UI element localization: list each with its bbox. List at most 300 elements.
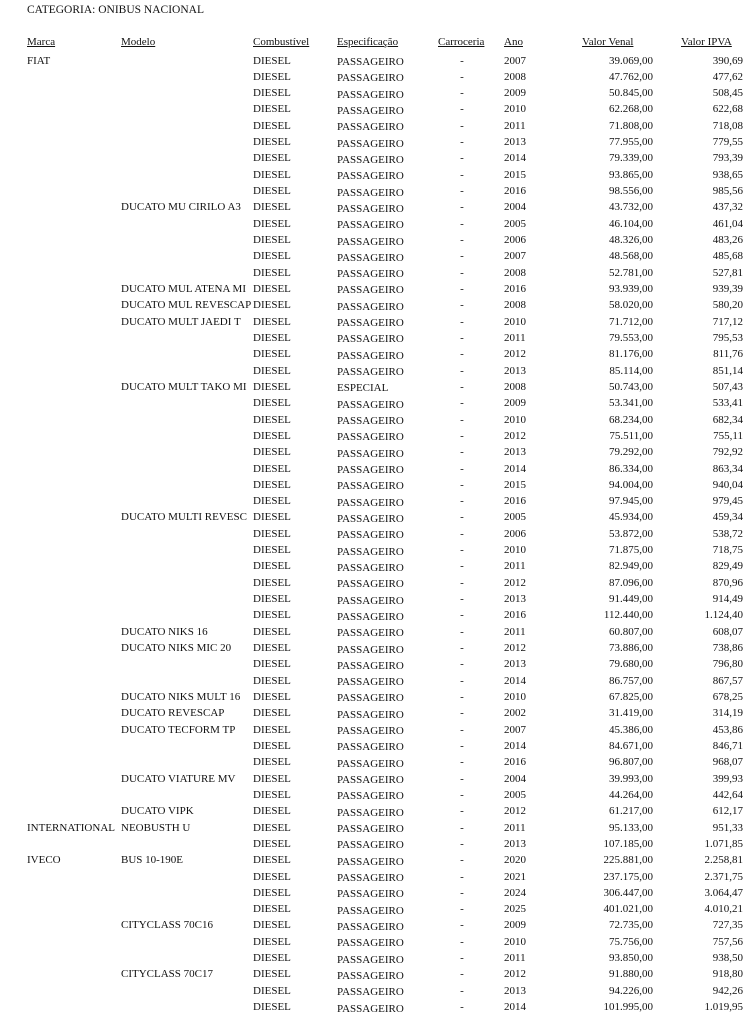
table-row	[0, 479, 755, 495]
table-row	[0, 724, 755, 740]
table-row	[0, 397, 755, 413]
cell-valor-ipva: 2.371,75	[704, 870, 743, 883]
cell-ano: 2014	[504, 1001, 526, 1014]
cell-combustivel: DIESEL	[253, 299, 291, 312]
cell-carroceria: -	[460, 54, 464, 67]
cell-especificacao: ESPECIAL	[337, 382, 389, 395]
cell-combustivel: DIESEL	[253, 837, 291, 850]
table-row	[0, 430, 755, 446]
cell-valor-ipva: 608,07	[712, 625, 743, 638]
cell-especificacao: PASSAGEIRO	[337, 512, 404, 525]
cell-carroceria: -	[460, 674, 464, 687]
cell-carroceria: -	[460, 1001, 464, 1014]
cell-valor-ipva: 829,49	[712, 560, 743, 573]
cell-valor-ipva: 622,68	[712, 103, 743, 116]
cell-valor-venal: 62.268,00	[609, 103, 653, 116]
cell-modelo: DUCATO NIKS MIC 20	[121, 642, 232, 655]
cell-carroceria: -	[460, 837, 464, 850]
cell-ano: 2008	[504, 70, 526, 83]
cell-valor-venal: 44.264,00	[609, 788, 653, 801]
cell-modelo: CITYCLASS 70C16	[121, 919, 213, 932]
cell-valor-venal: 93.939,00	[609, 282, 653, 295]
cell-ano: 2014	[504, 462, 526, 475]
cell-especificacao: PASSAGEIRO	[337, 888, 404, 901]
cell-valor-venal: 93.865,00	[609, 168, 653, 181]
cell-especificacao: PASSAGEIRO	[337, 872, 404, 884]
cell-ano: 2025	[504, 903, 526, 916]
cell-especificacao: PASSAGEIRO	[337, 806, 404, 819]
cell-valor-venal: 52.781,00	[609, 266, 653, 279]
cell-valor-venal: 48.568,00	[609, 250, 653, 263]
cell-valor-ipva: 4.010,21	[704, 903, 743, 916]
cell-especificacao: PASSAGEIRO	[337, 529, 404, 542]
cell-combustivel: DIESEL	[253, 968, 291, 981]
cell-especificacao: PASSAGEIRO	[337, 235, 404, 248]
cell-ano: 2011	[504, 331, 526, 344]
cell-combustivel: DIESEL	[253, 266, 291, 279]
table-row	[0, 626, 755, 642]
table-row	[0, 103, 755, 119]
cell-ano: 2006	[504, 527, 526, 540]
cell-valor-ipva: 485,68	[712, 250, 743, 263]
cell-carroceria: -	[460, 854, 464, 867]
table-row	[0, 642, 755, 658]
cell-combustivel: DIESEL	[253, 250, 291, 263]
cell-especificacao: PASSAGEIRO	[337, 561, 404, 574]
cell-combustivel: DIESEL	[253, 609, 291, 622]
cell-valor-venal: 112.440,00	[603, 609, 653, 622]
category-title: CATEGORIA: ONIBUS NACIONAL	[27, 4, 204, 16]
cell-ano: 2016	[504, 495, 526, 508]
cell-carroceria: -	[460, 495, 464, 508]
cell-valor-ipva: 870,96	[712, 576, 743, 589]
cell-valor-ipva: 507,43	[712, 380, 743, 393]
cell-valor-venal: 79.292,00	[609, 446, 653, 459]
cell-ano: 2011	[504, 560, 526, 573]
table-row	[0, 283, 755, 299]
table-row	[0, 952, 755, 968]
cell-carroceria: -	[460, 642, 464, 655]
cell-valor-venal: 71.712,00	[609, 315, 653, 328]
cell-valor-venal: 46.104,00	[609, 217, 653, 230]
cell-especificacao: PASSAGEIRO	[337, 153, 404, 166]
cell-ano: 2007	[504, 250, 526, 263]
cell-combustivel: DIESEL	[253, 854, 291, 867]
cell-especificacao: PASSAGEIRO	[337, 708, 404, 721]
cell-valor-ipva: 755,11	[713, 429, 743, 442]
header-combustivel: Combustível	[253, 36, 310, 48]
cell-ano: 2013	[504, 364, 526, 377]
table-row	[0, 136, 755, 152]
cell-especificacao: PASSAGEIRO	[337, 121, 404, 134]
cell-valor-venal: 39.993,00	[609, 772, 653, 785]
cell-valor-venal: 53.341,00	[609, 397, 653, 410]
cell-ano: 2008	[504, 266, 526, 279]
cell-combustivel: DIESEL	[253, 886, 291, 899]
cell-ano: 2009	[504, 87, 526, 100]
cell-combustivel: DIESEL	[253, 495, 291, 508]
cell-valor-ipva: 1.071,85	[704, 837, 743, 850]
cell-ano: 2005	[504, 788, 526, 801]
table-row	[0, 55, 755, 71]
cell-especificacao: PASSAGEIRO	[337, 676, 404, 689]
header-modelo: Modelo	[121, 36, 156, 48]
cell-ano: 2002	[504, 707, 526, 720]
cell-valor-ipva: 314,19	[712, 707, 743, 720]
cell-combustivel: DIESEL	[253, 446, 291, 459]
cell-especificacao: PASSAGEIRO	[337, 284, 404, 297]
cell-carroceria: -	[460, 119, 464, 132]
table-row	[0, 838, 755, 854]
cell-valor-venal: 101.995,00	[603, 1001, 653, 1014]
cell-combustivel: DIESEL	[253, 413, 291, 426]
cell-valor-venal: 47.762,00	[609, 70, 653, 83]
cell-combustivel: DIESEL	[253, 331, 291, 344]
cell-valor-venal: 71.875,00	[609, 544, 653, 557]
cell-modelo: NEOBUSTH U	[121, 821, 191, 834]
cell-carroceria: -	[460, 609, 464, 622]
table-row	[0, 936, 755, 952]
table-row	[0, 887, 755, 903]
cell-carroceria: -	[460, 756, 464, 769]
cell-modelo: DUCATO MU CIRILO A3	[121, 201, 241, 214]
table-row	[0, 332, 755, 348]
cell-combustivel: DIESEL	[253, 380, 291, 393]
cell-combustivel: DIESEL	[253, 772, 291, 785]
cell-especificacao: PASSAGEIRO	[337, 464, 404, 476]
cell-valor-ipva: 483,26	[712, 234, 743, 247]
table-row	[0, 528, 755, 544]
cell-carroceria: -	[460, 805, 464, 818]
cell-modelo: DUCATO MUL REVESCAP	[121, 299, 252, 312]
cell-ano: 2010	[504, 544, 526, 557]
cell-especificacao: PASSAGEIRO	[337, 186, 404, 199]
cell-valor-ipva: 459,34	[712, 511, 743, 524]
cell-valor-venal: 81.176,00	[609, 348, 653, 361]
cell-valor-venal: 73.886,00	[609, 642, 653, 655]
cell-valor-venal: 45.934,00	[609, 511, 653, 524]
cell-especificacao: PASSAGEIRO	[337, 349, 404, 362]
cell-combustivel: DIESEL	[253, 152, 291, 165]
cell-combustivel: DIESEL	[253, 870, 291, 883]
table-row	[0, 414, 755, 430]
cell-carroceria: -	[460, 870, 464, 883]
cell-ano: 2011	[504, 952, 526, 965]
cell-carroceria: -	[460, 87, 464, 100]
cell-carroceria: -	[460, 821, 464, 834]
cell-ano: 2008	[504, 380, 526, 393]
cell-valor-ipva: 2.258,81	[704, 854, 743, 867]
cell-valor-ipva: 940,04	[712, 478, 743, 491]
cell-combustivel: DIESEL	[253, 984, 291, 997]
cell-valor-ipva: 682,34	[712, 413, 743, 426]
cell-carroceria: -	[460, 413, 464, 426]
cell-especificacao: PASSAGEIRO	[337, 904, 404, 917]
cell-combustivel: DIESEL	[253, 136, 291, 149]
cell-ano: 2004	[504, 201, 526, 214]
cell-valor-ipva: 938,50	[712, 952, 743, 965]
cell-combustivel: DIESEL	[253, 690, 291, 703]
cell-valor-venal: 82.949,00	[609, 560, 653, 573]
cell-ano: 2013	[504, 593, 526, 606]
cell-ano: 2010	[504, 935, 526, 948]
cell-ano: 2010	[504, 103, 526, 116]
table-row	[0, 234, 755, 250]
cell-valor-ipva: 461,04	[712, 217, 743, 230]
table-row	[0, 985, 755, 1001]
cell-valor-ipva: 851,14	[712, 364, 743, 377]
cell-valor-venal: 75.511,00	[609, 429, 653, 442]
cell-ano: 2013	[504, 837, 526, 850]
cell-valor-ipva: 779,55	[712, 136, 743, 149]
table-row	[0, 609, 755, 625]
cell-valor-venal: 58.020,00	[609, 299, 653, 312]
table-row	[0, 593, 755, 609]
cell-valor-ipva: 795,53	[712, 331, 743, 344]
cell-valor-venal: 48.326,00	[609, 234, 653, 247]
cell-modelo: DUCATO VIPK	[121, 805, 194, 818]
cell-especificacao: PASSAGEIRO	[337, 88, 404, 101]
cell-especificacao: PASSAGEIRO	[337, 104, 404, 117]
cell-valor-venal: 71.808,00	[609, 119, 653, 132]
cell-valor-ipva: 508,45	[712, 87, 743, 100]
cell-carroceria: -	[460, 429, 464, 442]
cell-combustivel: DIESEL	[253, 168, 291, 181]
cell-valor-venal: 85.114,00	[609, 364, 653, 377]
cell-carroceria: -	[460, 723, 464, 736]
cell-valor-venal: 50.845,00	[609, 87, 653, 100]
cell-valor-ipva: 968,07	[712, 756, 743, 769]
cell-carroceria: -	[460, 331, 464, 344]
cell-ano: 2011	[504, 625, 526, 638]
table-row	[0, 919, 755, 935]
cell-valor-ipva: 793,39	[712, 152, 743, 165]
cell-valor-venal: 306.447,00	[603, 886, 653, 899]
cell-carroceria: -	[460, 739, 464, 752]
cell-combustivel: DIESEL	[253, 674, 291, 687]
cell-combustivel: DIESEL	[253, 282, 291, 295]
cell-carroceria: -	[460, 919, 464, 932]
cell-valor-ipva: 863,34	[712, 462, 743, 475]
cell-especificacao: PASSAGEIRO	[337, 578, 404, 591]
cell-valor-venal: 50.743,00	[609, 380, 653, 393]
cell-especificacao: PASSAGEIRO	[337, 415, 404, 428]
cell-especificacao: PASSAGEIRO	[337, 986, 404, 999]
cell-carroceria: -	[460, 70, 464, 83]
cell-combustivel: DIESEL	[253, 478, 291, 491]
cell-carroceria: -	[460, 234, 464, 247]
cell-combustivel: DIESEL	[253, 429, 291, 442]
table-row	[0, 71, 755, 87]
cell-ano: 2013	[504, 446, 526, 459]
cell-valor-ipva: 442,64	[712, 788, 743, 801]
cell-ano: 2008	[504, 299, 526, 312]
table-row	[0, 365, 755, 381]
cell-especificacao: PASSAGEIRO	[337, 953, 404, 966]
cell-valor-venal: 77.955,00	[609, 136, 653, 149]
cell-modelo: DUCATO TECFORM TP	[121, 723, 236, 736]
cell-carroceria: -	[460, 299, 464, 312]
cell-combustivel: DIESEL	[253, 952, 291, 965]
cell-carroceria: -	[460, 707, 464, 720]
table-row	[0, 267, 755, 283]
table-row	[0, 446, 755, 462]
cell-especificacao: PASSAGEIRO	[337, 594, 404, 607]
cell-carroceria: -	[460, 136, 464, 149]
table-row	[0, 740, 755, 756]
cell-carroceria: -	[460, 103, 464, 116]
cell-valor-ipva: 3.064,47	[704, 886, 743, 899]
cell-carroceria: -	[460, 185, 464, 198]
cell-ano: 2024	[504, 886, 526, 899]
cell-combustivel: DIESEL	[253, 544, 291, 557]
cell-modelo: DUCATO MUL ATENA MI	[121, 282, 246, 295]
cell-valor-ipva: 942,26	[712, 984, 743, 997]
header-especificacao: Especificação	[337, 36, 399, 48]
table-row	[0, 658, 755, 674]
cell-valor-venal: 75.756,00	[609, 935, 653, 948]
cell-valor-venal: 68.234,00	[609, 413, 653, 426]
cell-carroceria: -	[460, 201, 464, 214]
cell-ano: 2012	[504, 348, 526, 361]
table-row	[0, 675, 755, 691]
cell-carroceria: -	[460, 282, 464, 295]
cell-modelo: DUCATO MULTI REVESC	[121, 511, 247, 524]
cell-combustivel: DIESEL	[253, 903, 291, 916]
cell-combustivel: DIESEL	[253, 185, 291, 198]
cell-combustivel: DIESEL	[253, 919, 291, 932]
table-row	[0, 152, 755, 168]
cell-ano: 2013	[504, 984, 526, 997]
cell-valor-ipva: 938,65	[712, 168, 743, 181]
cell-especificacao: PASSAGEIRO	[337, 202, 404, 215]
cell-ano: 2012	[504, 805, 526, 818]
cell-valor-ipva: 399,93	[712, 772, 743, 785]
cell-especificacao: PASSAGEIRO	[337, 300, 404, 313]
cell-carroceria: -	[460, 625, 464, 638]
cell-combustivel: DIESEL	[253, 805, 291, 818]
cell-especificacao: PASSAGEIRO	[337, 659, 404, 672]
table-row	[0, 201, 755, 217]
table-row	[0, 822, 755, 838]
cell-especificacao: PASSAGEIRO	[337, 137, 404, 150]
cell-especificacao: PASSAGEIRO	[337, 790, 404, 803]
cell-valor-ipva: 477,62	[712, 70, 743, 83]
table-row	[0, 120, 755, 136]
cell-valor-venal: 79.680,00	[609, 658, 653, 671]
cell-valor-venal: 97.945,00	[609, 495, 653, 508]
cell-valor-ipva: 538,72	[712, 527, 743, 540]
cell-modelo: DUCATO MULT TAKO MI	[121, 380, 247, 393]
cell-ano: 2016	[504, 185, 526, 198]
cell-combustivel: DIESEL	[253, 348, 291, 361]
cell-valor-ipva: 718,08	[712, 119, 743, 132]
cell-valor-ipva: 1.124,40	[704, 609, 743, 622]
cell-ano: 2012	[504, 642, 526, 655]
cell-carroceria: -	[460, 690, 464, 703]
table-row	[0, 903, 755, 919]
cell-valor-venal: 225.881,00	[603, 854, 653, 867]
cell-valor-venal: 94.226,00	[609, 984, 653, 997]
cell-combustivel: DIESEL	[253, 201, 291, 214]
cell-especificacao: PASSAGEIRO	[337, 643, 404, 656]
cell-especificacao: PASSAGEIRO	[337, 268, 404, 281]
cell-valor-ipva: 533,41	[712, 397, 743, 410]
cell-modelo: DUCATO NIKS 16	[121, 625, 208, 638]
cell-valor-ipva: 718,75	[712, 544, 743, 557]
cell-combustivel: DIESEL	[253, 788, 291, 801]
cell-valor-venal: 107.185,00	[603, 837, 653, 850]
cell-valor-venal: 237.175,00	[603, 870, 653, 883]
table-row	[0, 463, 755, 479]
cell-combustivel: DIESEL	[253, 756, 291, 769]
cell-especificacao: PASSAGEIRO	[337, 757, 404, 770]
table-row	[0, 316, 755, 332]
cell-ano: 2004	[504, 772, 526, 785]
cell-carroceria: -	[460, 544, 464, 557]
cell-carroceria: -	[460, 903, 464, 916]
cell-valor-venal: 91.880,00	[609, 968, 653, 981]
cell-carroceria: -	[460, 886, 464, 899]
cell-especificacao: PASSAGEIRO	[337, 447, 404, 460]
cell-ano: 2005	[504, 511, 526, 524]
cell-combustivel: DIESEL	[253, 315, 291, 328]
cell-carroceria: -	[460, 348, 464, 361]
cell-ano: 2011	[504, 821, 526, 834]
table-row	[0, 773, 755, 789]
table-row	[0, 299, 755, 315]
cell-especificacao: PASSAGEIRO	[337, 398, 404, 411]
cell-especificacao: PASSAGEIRO	[337, 855, 404, 868]
cell-valor-ipva: 580,20	[712, 299, 743, 312]
cell-ano: 2012	[504, 429, 526, 442]
cell-especificacao: PASSAGEIRO	[337, 823, 404, 836]
table-row	[0, 560, 755, 576]
cell-carroceria: -	[460, 658, 464, 671]
cell-valor-ipva: 846,71	[712, 739, 743, 752]
cell-valor-venal: 95.133,00	[609, 821, 653, 834]
cell-valor-venal: 45.386,00	[609, 723, 653, 736]
cell-carroceria: -	[460, 511, 464, 524]
table-row	[0, 348, 755, 364]
cell-especificacao: PASSAGEIRO	[337, 627, 404, 640]
cell-valor-venal: 98.556,00	[609, 185, 653, 198]
cell-ano: 2009	[504, 919, 526, 932]
cell-marca: INTERNATIONAL	[27, 821, 115, 834]
cell-carroceria: -	[460, 788, 464, 801]
cell-valor-ipva: 985,56	[712, 185, 743, 198]
cell-carroceria: -	[460, 446, 464, 459]
cell-especificacao: PASSAGEIRO	[337, 1002, 404, 1015]
cell-modelo: BUS 10-190E	[121, 854, 184, 867]
cell-especificacao: PASSAGEIRO	[337, 333, 404, 346]
table-row	[0, 495, 755, 511]
cell-marca: IVECO	[27, 854, 61, 867]
cell-especificacao: PASSAGEIRO	[337, 251, 404, 264]
cell-carroceria: -	[460, 315, 464, 328]
cell-especificacao: PASSAGEIRO	[337, 496, 404, 509]
cell-combustivel: DIESEL	[253, 625, 291, 638]
table-row	[0, 691, 755, 707]
cell-especificacao: PASSAGEIRO	[337, 317, 404, 330]
cell-valor-venal: 53.872,00	[609, 527, 653, 540]
cell-combustivel: DIESEL	[253, 217, 291, 230]
table-row	[0, 577, 755, 593]
cell-valor-ipva: 951,33	[712, 821, 743, 834]
cell-ano: 2005	[504, 217, 526, 230]
table-row	[0, 756, 755, 772]
cell-ano: 2014	[504, 152, 526, 165]
